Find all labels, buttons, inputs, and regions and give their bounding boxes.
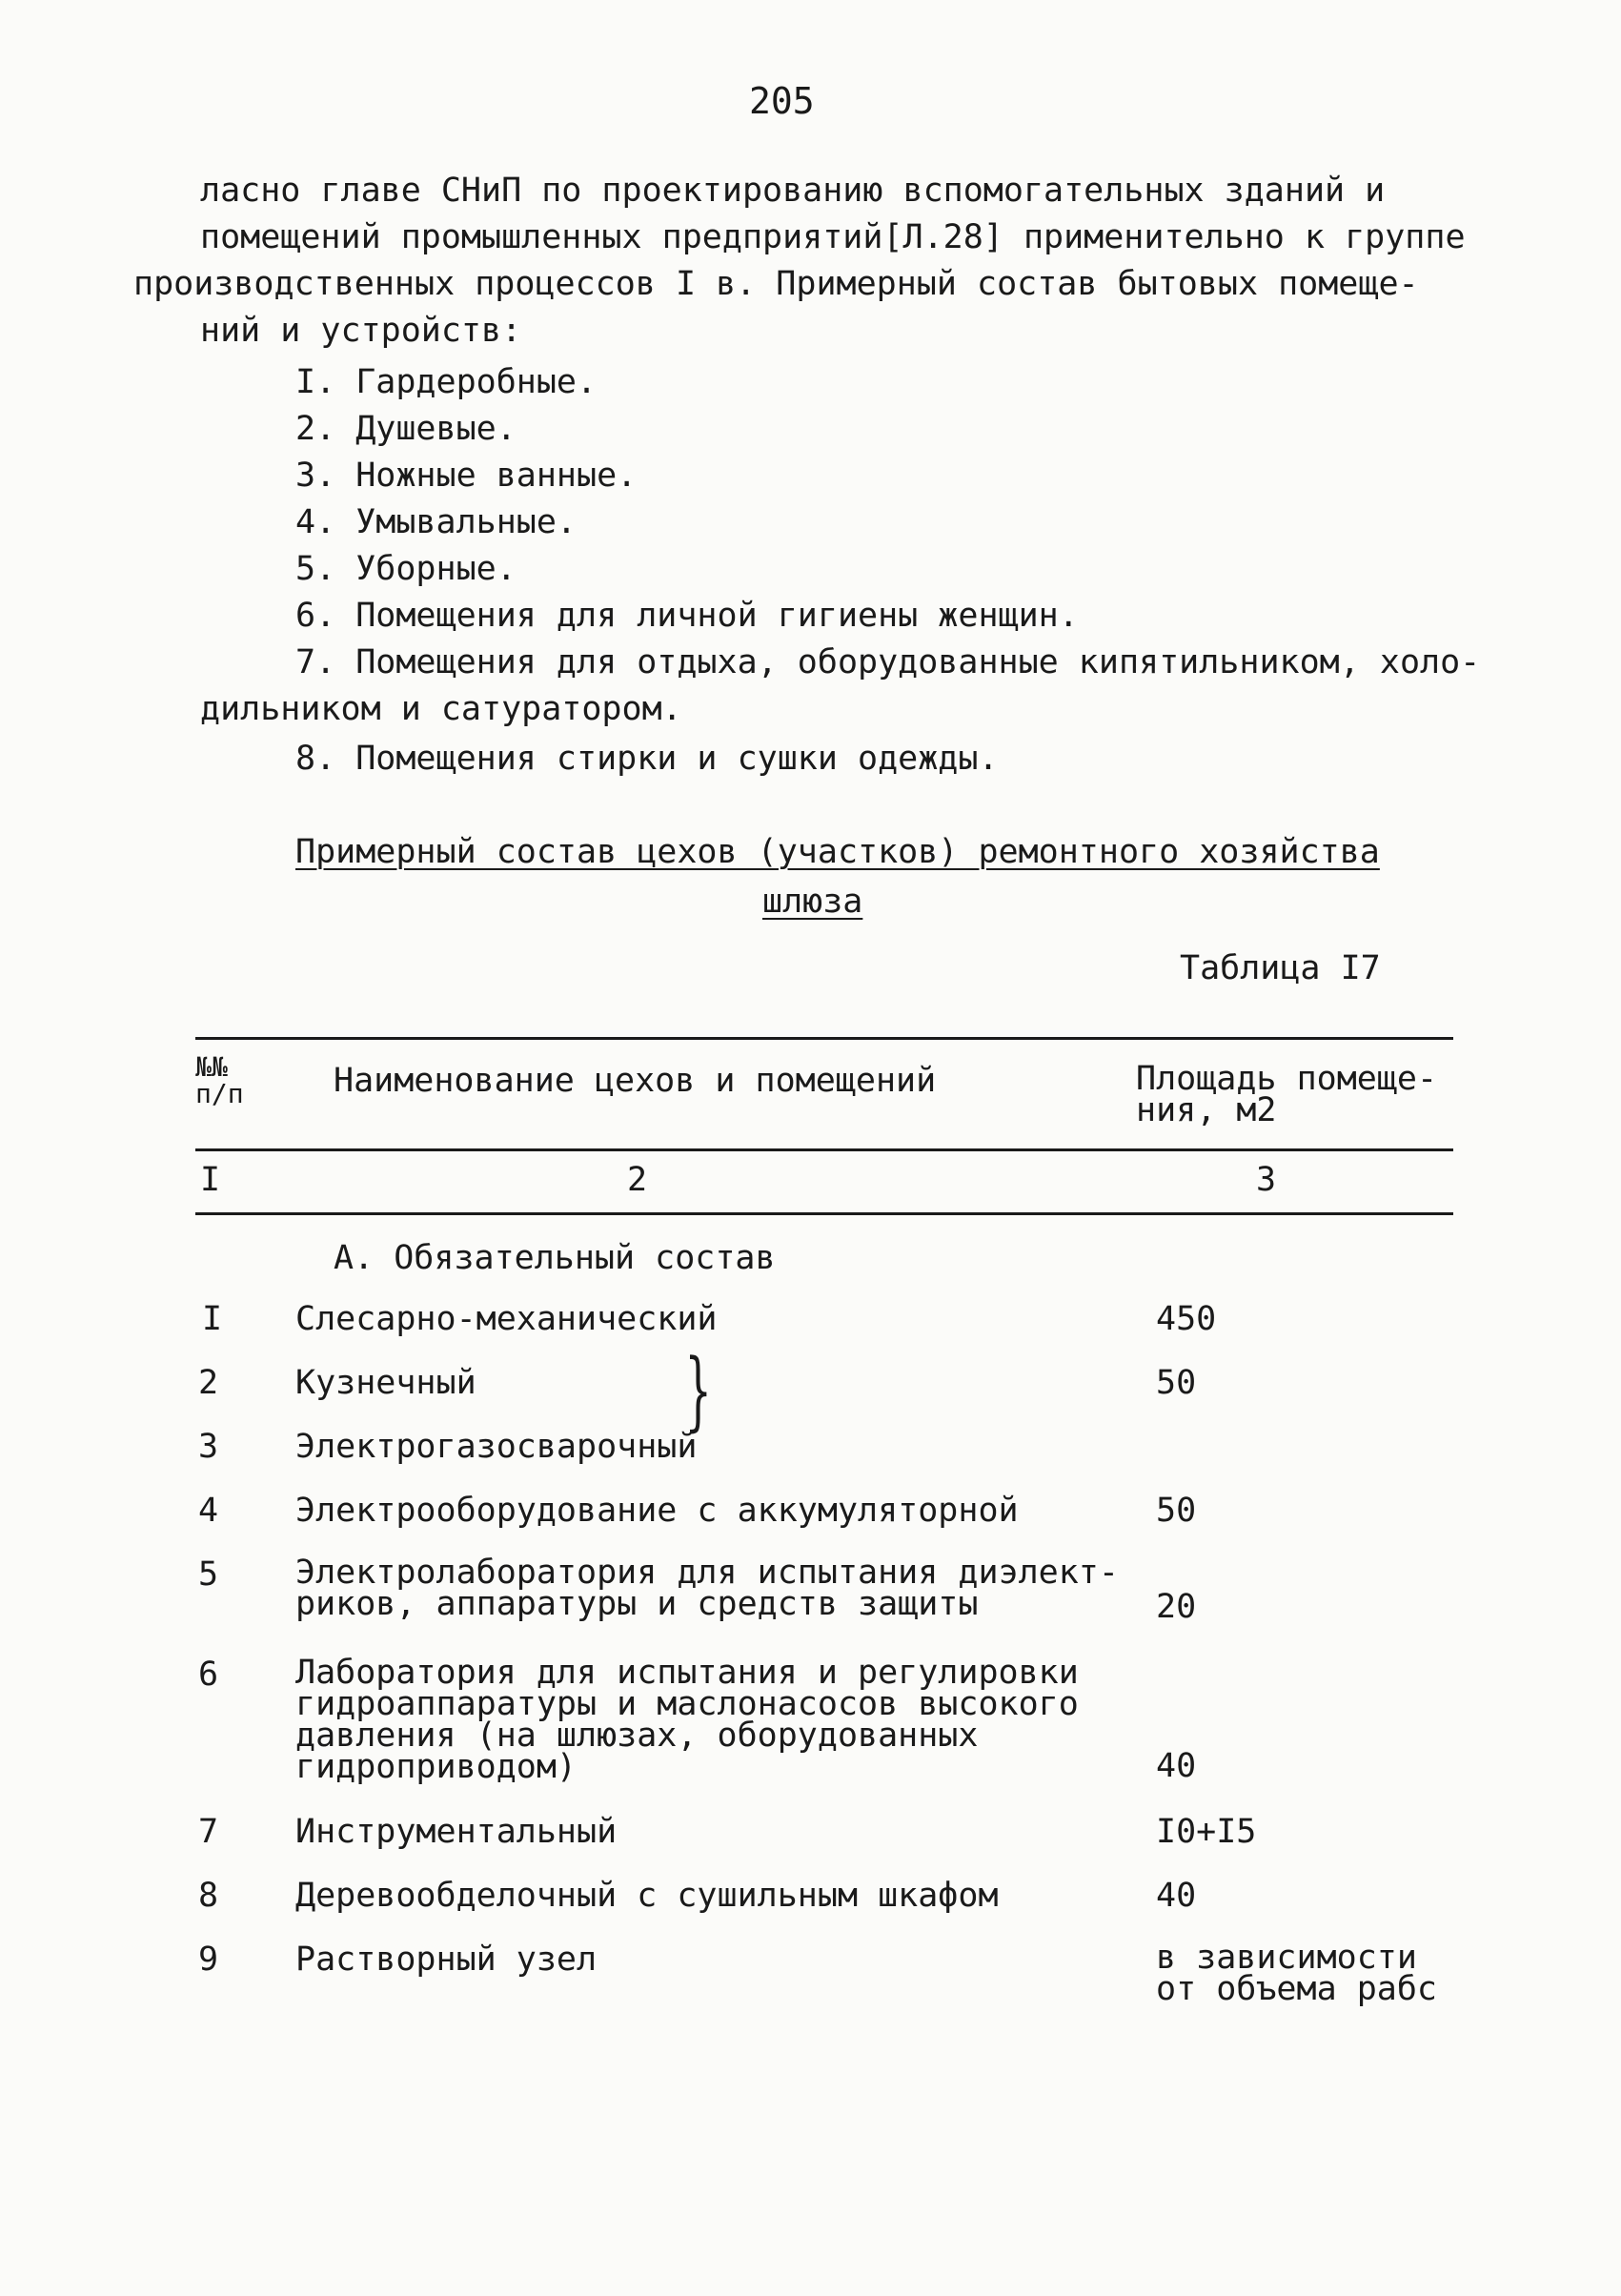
row-num: 6 xyxy=(198,1656,219,1694)
row-area-line: в зависимости xyxy=(1156,1939,1417,1977)
paragraph-line: производственных процессов I в. Примерный состав бытовых помеще- xyxy=(133,265,1419,303)
header-name: Наименование цехов и помещений xyxy=(334,1062,937,1100)
col-number-3: 3 xyxy=(1256,1161,1277,1199)
row-num: 9 xyxy=(198,1940,219,1979)
list-item: 4. Умывальные. xyxy=(295,503,577,541)
list-item: 6. Помещения для личной гигиены женщин. xyxy=(295,597,1079,635)
col-number-rule xyxy=(195,1212,1453,1215)
page-number: 205 xyxy=(749,80,815,122)
header-num: №№ п/п xyxy=(195,1051,244,1109)
row-area: 40 xyxy=(1156,1747,1197,1785)
header-area-line: ния, м2 xyxy=(1136,1091,1277,1129)
list-item: 3. Ножные ванные. xyxy=(295,457,638,495)
table-label: Таблица I7 xyxy=(1180,949,1381,987)
row-area: 40 xyxy=(1156,1877,1197,1915)
row-num: I xyxy=(202,1300,223,1338)
col-number-1: I xyxy=(200,1161,221,1199)
row-name-line: гидроприводом) xyxy=(295,1748,577,1786)
row-num: 7 xyxy=(198,1813,219,1851)
row-area xyxy=(1156,1939,1438,2008)
row-num: 3 xyxy=(198,1428,219,1466)
row-name: Растворный узел xyxy=(295,1940,598,1979)
merge-brace: } xyxy=(684,1341,712,1441)
paragraph-line: ний и устройств: xyxy=(200,312,522,350)
row-name-line: Лаборатория для испытания и регулировки xyxy=(295,1654,1079,1692)
paragraph-line: помещений промышленных предприятий[Л.28] применительно к группе xyxy=(200,218,1466,256)
header-area-line: Площадь помеще- xyxy=(1136,1060,1438,1098)
row-area-line: от объема рабс xyxy=(1156,1970,1438,2008)
row-name-line: давления (на шлюзах, оборудованных xyxy=(295,1717,979,1755)
row-name-line: Электролаборатория для испытания диэлект- xyxy=(295,1554,1119,1592)
list-item: 5. Уборные. xyxy=(295,550,517,588)
table-top-rule xyxy=(195,1037,1453,1040)
group-title: А. Обязательный состав xyxy=(334,1239,776,1277)
row-num: 8 xyxy=(198,1877,219,1915)
row-name: Кузнечный xyxy=(295,1364,476,1402)
row-area: 50 xyxy=(1156,1364,1197,1402)
paragraph-line: ласно главе СНиП по проектированию вспомогательных зданий и xyxy=(200,172,1386,210)
row-area: 20 xyxy=(1156,1588,1197,1626)
row-name xyxy=(295,1554,1119,1623)
section-title: Примерный состав цехов (участков) ремонтного хозяйства xyxy=(295,833,1380,871)
section-title-cont: шлюза xyxy=(762,883,863,921)
row-name: Слесарно-механический xyxy=(295,1300,718,1338)
row-name: Электрогазосварочный xyxy=(295,1428,698,1466)
row-name: Электрооборудование с аккумуляторной xyxy=(295,1492,1019,1530)
header-rule xyxy=(195,1148,1453,1151)
row-num: 4 xyxy=(198,1492,219,1530)
list-item: 8. Помещения стирки и сушки одежды. xyxy=(295,740,999,778)
row-area: 50 xyxy=(1156,1492,1197,1530)
row-name: Инструментальный xyxy=(295,1813,618,1851)
row-name xyxy=(295,1654,1079,1786)
header-area xyxy=(1136,1060,1438,1129)
list-item: I. Гардеробные. xyxy=(295,363,598,401)
row-name: Деревообделочный с сушильным шкафом xyxy=(295,1877,999,1915)
row-num: 2 xyxy=(198,1364,219,1402)
row-name-line: риков, аппаратуры и средств защиты xyxy=(295,1585,979,1623)
row-name-line: гидроаппаратуры и маслонасосов высокого xyxy=(295,1685,1079,1723)
list-item: 2. Душевые. xyxy=(295,410,517,448)
row-area: I0+I5 xyxy=(1156,1813,1257,1851)
list-item: 7. Помещения для отдыха, оборудованные кипятильником, холо- xyxy=(295,643,1481,681)
row-area: 450 xyxy=(1156,1300,1217,1338)
list-item: дильником и сатуратором. xyxy=(200,690,682,728)
row-num: 5 xyxy=(198,1555,219,1594)
col-number-2: 2 xyxy=(627,1161,648,1199)
